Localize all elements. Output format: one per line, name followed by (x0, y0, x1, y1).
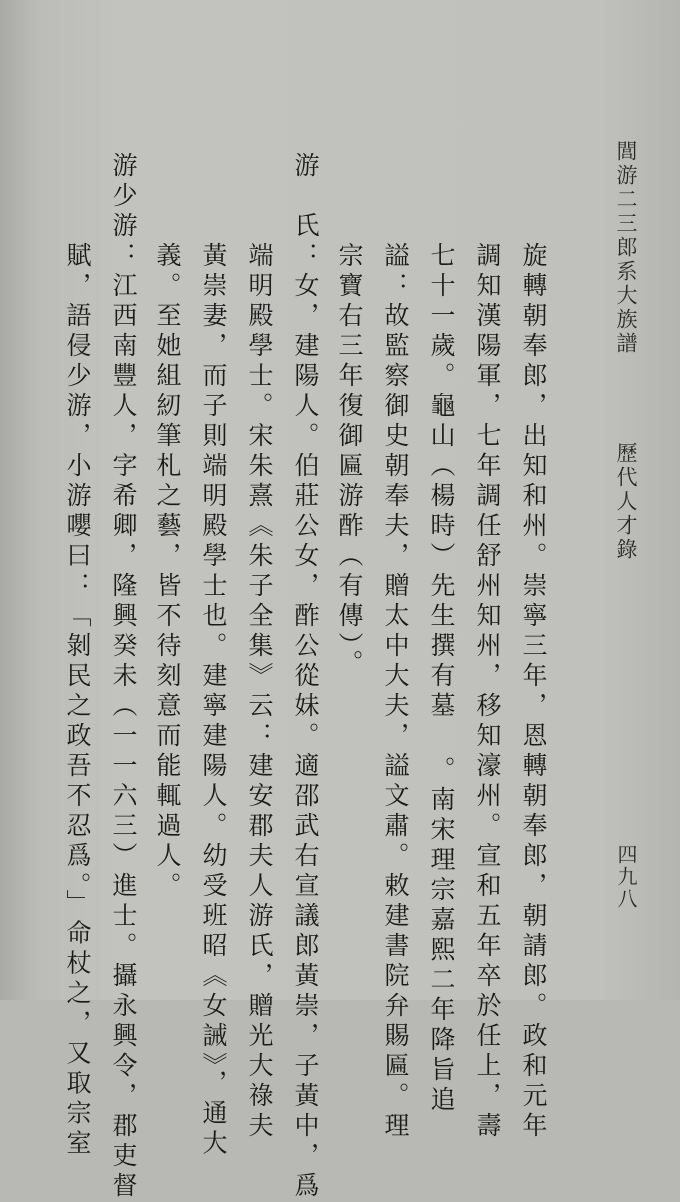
text-column-8: 黃崇妻，而子則端明殿學士也。建寧建陽人。幼受班昭《女誡》，通大 (199, 242, 228, 1160)
running-header-section: 歷代人才錄 (614, 442, 638, 562)
text-column-7: 端明殿學士。宋朱熹《朱子全集》云：建安郡夫人游氏，贈光大祿夫 (245, 242, 274, 1142)
text-column-1: 旋轉朝奉郎，出知和州。崇寧三年，恩轉朝奉郎，朝請郎。政和元年 (519, 242, 548, 1142)
entry-you-shaoyou: 游少游：江西南豐人，字希卿，隆興癸未（一一六三）進士。攝永興令，郡吏督 (109, 152, 138, 1202)
text-column-3: 七十一歲。龜山（楊時）先生撰有墓 。南宋理宗嘉熙二年降旨追 (427, 242, 456, 1116)
running-header-title: 閭游二三郎系大族譜 (614, 140, 638, 356)
text-column-9: 義。至她組紉筆札之藝，皆不待刻意而能輒過人。 (153, 242, 182, 902)
text-column-11: 賦，語侵少游，小游嚶曰：「剝民之政吾不忍爲。」命杖之，又取宗室 (63, 242, 92, 1160)
text-column-4: 謚：故監察御史朝奉夫，贈太中大夫，謚文肅。敕建書院弁賜匾。理 (381, 242, 410, 1142)
text-column-5: 宗寶右三年復御匾游酢（有傳）。 (335, 242, 364, 680)
page-number: 四九八 (614, 844, 638, 910)
entry-you-shi: 游 氏：女，建陽人。伯莊公女，酢公從妹。適邵武右宣議郎黃崇，子黃中，爲 (291, 152, 320, 1202)
text-column-2: 調知漢陽軍，七年調任舒州知州，移知濠州。宣和五年卒於任上，壽 (473, 242, 502, 1142)
